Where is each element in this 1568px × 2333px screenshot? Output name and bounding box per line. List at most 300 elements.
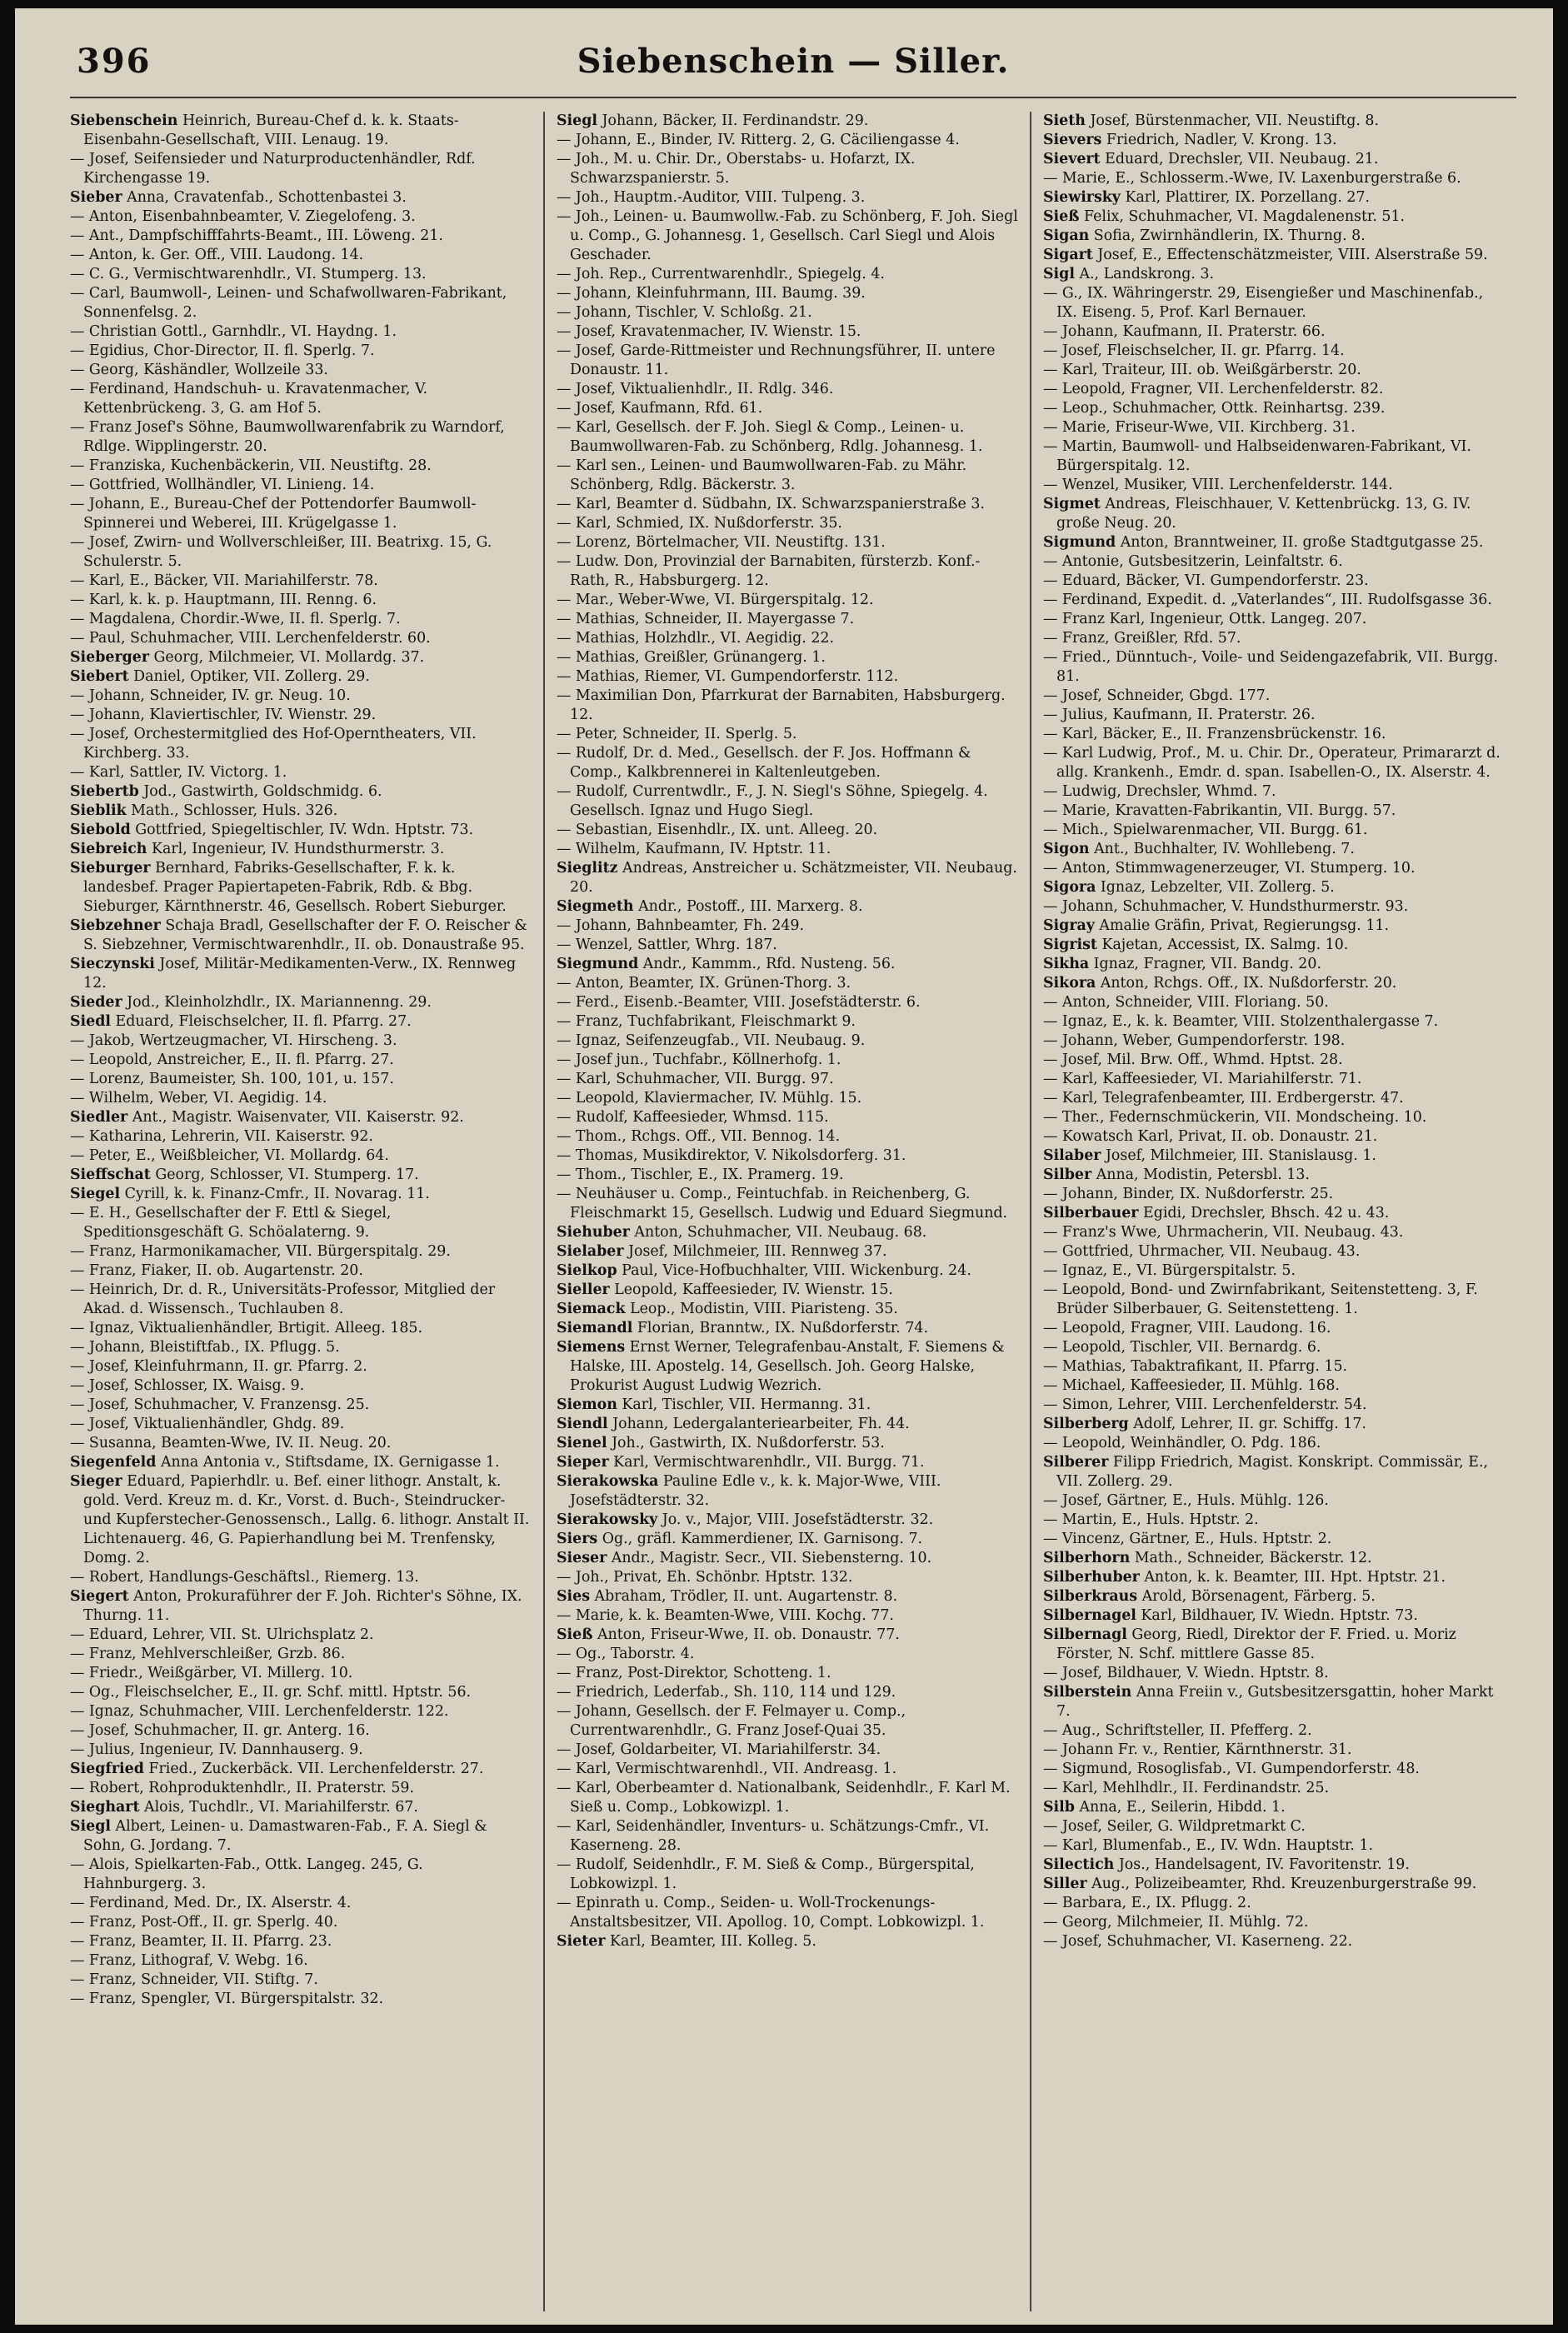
directory-entry: — Leopold, Tischler, VII. Bernardg. 6. [1043, 1339, 1321, 1356]
directory-entry: Silberstein Anna Freiin v., Gutsbesitzersgattin, hoher Markt 7. [1043, 1684, 1494, 1720]
directory-entry: Siegenfeld Anna Antonia v., Stiftsdame, IX. Gernigasse 1. [70, 1454, 500, 1471]
directory-entry: — Mathias, Riemer, VI. Gumpendorferstr. 112. [557, 668, 899, 685]
directory-entry: — Karl, Schmied, IX. Nußdorferstr. 35. [557, 515, 842, 532]
directory-entry: Siemack Leop., Modistin, VIII. Piaristeng. 35. [557, 1301, 898, 1317]
directory-entry: — Josef, Schlosser, IX. Waisg. 9. [70, 1377, 305, 1394]
entry-surname: Siehuber [557, 1224, 630, 1241]
entry-surname: Siebzehner [70, 917, 161, 934]
entry-surname: Silb [1043, 1799, 1075, 1816]
directory-entry: — Josef, Kaufmann, Rfd. 61. [557, 400, 763, 417]
directory-entry: Silberhorn Math., Schneider, Bäckerstr. 12. [1043, 1550, 1372, 1566]
directory-entry: — Leopold, Weinhändler, O. Pdg. 186. [1043, 1435, 1321, 1451]
entry-surname: Siemack [557, 1301, 626, 1317]
entry-surname: Sieth [1043, 112, 1086, 129]
directory-entry: — Martin, E., Huls. Hptstr. 2. [1043, 1511, 1259, 1528]
entry-surname: Sigray [1043, 917, 1095, 934]
directory-entry: — Johann, Bleistiftfab., IX. Pflugg. 5. [70, 1339, 340, 1356]
entry-surname: Silberhuber [1043, 1569, 1140, 1586]
entry-surname: Sieter [557, 1933, 606, 1950]
directory-entry: — Kowatsch Karl, Privat, II. ob. Donaustr. 21. [1043, 1128, 1378, 1145]
directory-entry: — Mich., Spielwarenmacher, VII. Burgg. 61. [1043, 822, 1368, 838]
directory-entry: — Leop., Schuhmacher, Ottk. Reinhartsg. 239. [1043, 400, 1386, 417]
column-right [1031, 112, 1516, 2311]
directory-entry: Siers Og., gräfl. Kammerdiener, IX. Garnisong. 7. [557, 1531, 923, 1547]
directory-entry: — Josef, Schuhmacher, V. Franzensg. 25. [70, 1396, 370, 1413]
directory-entry: — Karl, Seidenhändler, Inventurs- u. Schätzungs-Cmfr., VI. Kaserneng. 28. [557, 1818, 990, 1854]
directory-entry: — Robert, Rohproduktenhdlr., II. Praterstr. 59. [70, 1780, 414, 1796]
entry-surname: Siegenfeld [70, 1454, 157, 1471]
directory-entry: — Wilhelm, Weber, VI. Aegidig. 14. [70, 1090, 327, 1107]
directory-entry: — Rudolf, Dr. d. Med., Gesellsch. der F. Jos. Hoffmann & Comp., Kalkbrennerei in Kaltenleutgeben. [557, 745, 971, 781]
directory-entry: — Ferdinand, Med. Dr., IX. Alserstr. 4. [70, 1895, 352, 1911]
entry-surname: Sigl [1043, 266, 1075, 282]
entry-surname: Siegl [557, 112, 597, 129]
directory-entry: Sievert Eduard, Drechsler, VII. Neubaug. 21. [1043, 151, 1379, 167]
directory-entry: — Christian Gottl., Garnhdlr., VI. Haydng. 1. [70, 323, 397, 340]
entry-surname: Silberhorn [1043, 1550, 1131, 1566]
directory-entry: Siller Aug., Polizeibeamter, Rhd. Kreuzenburgerstraße 99. [1043, 1876, 1477, 1892]
entry-surname: Siegert [70, 1588, 129, 1605]
directory-entry: — Robert, Handlungs-Geschäftsl., Riemerg. 13. [70, 1569, 419, 1586]
directory-entry: — Rudolf, Currentwdlr., F., J. N. Siegl's Söhne, Spiegelg. 4. Gesellsch. Ignaz und Hugo Siegl. [557, 783, 988, 819]
entry-surname: Siendl [557, 1416, 608, 1432]
directory-entry: — Franz, Post-Off., II. gr. Sperlg. 40. [70, 1914, 338, 1931]
directory-entry: — Og., Taborstr. 4. [557, 1646, 695, 1662]
entry-surname: Sigrist [1043, 937, 1097, 953]
directory-entry: Silberhuber Anton, k. k. Beamter, III. Hpt. Hptstr. 21. [1043, 1569, 1446, 1586]
directory-entry: — Karl Ludwig, Prof., M. u. Chir. Dr., Operateur, Primararzt d. allg. Krankenh., Emdr. d. span. Isabellen-O., IX. Alserstr. 4. [1043, 745, 1501, 781]
directory-entry: — Eduard, Bäcker, VI. Gumpendorferstr. 23. [1043, 572, 1369, 589]
directory-entry: — Karl, Oberbeamter d. Nationalbank, Seidenhdlr., F. Karl M. Sieß u. Comp., Lobkowizpl. 1. [557, 1780, 1011, 1816]
directory-entry: Siehuber Anton, Schuhmacher, VII. Neubaug. 68. [557, 1224, 927, 1241]
directory-entry: Sieß Felix, Schuhmacher, VI. Magdalenenstr. 51. [1043, 208, 1406, 225]
directory-entry: Sieblik Math., Schlosser, Huls. 326. [70, 802, 338, 819]
directory-entry: Sigl A., Landskrong. 3. [1043, 266, 1215, 282]
directory-entry: — Franz, Beamter, II. II. Pfarrg. 23. [70, 1933, 332, 1950]
directory-entry: — Josef, Schuhmacher, VI. Kaserneng. 22. [1043, 1933, 1353, 1950]
entry-surname: Siegl [70, 1818, 111, 1835]
directory-entry: — Johann, Binder, IX. Nußdorferstr. 25. [1043, 1186, 1334, 1202]
directory-entry: — Leopold, Klaviermacher, IV. Mühlg. 15. [557, 1090, 862, 1107]
entry-surname: Siemens [557, 1339, 626, 1356]
directory-entry: — Johann, Schuhmacher, V. Hundsthurmerstr. 93. [1043, 898, 1409, 915]
entry-surname: Siers [557, 1531, 598, 1547]
directory-entry: — Josef, Schuhmacher, II. gr. Anterg. 16. [70, 1722, 370, 1739]
directory-entry: — Mathias, Greißler, Grünangerg. 1. [557, 649, 826, 666]
directory-entry: — Vincenz, Gärtner, E., Huls. Hptstr. 2. [1043, 1531, 1332, 1547]
directory-entry: — Josef, Viktualienhändler, Ghdg. 89. [70, 1416, 345, 1432]
directory-entry: Silber Anna, Modistin, Petersbl. 13. [1043, 1166, 1310, 1183]
directory-entry: — Karl, Schuhmacher, VII. Burgg. 97. [557, 1071, 834, 1087]
directory-entry: Silbernagel Karl, Bildhauer, IV. Wiedn. Hptstr. 73. [1043, 1607, 1418, 1624]
directory-entry: — Johann, E., Bureau-Chef der Pottendorfer Baumwoll-Spinnerei und Weberei, III. Krügelgasse 1. [70, 496, 477, 532]
directory-entry: — Georg, Käshändler, Wollzeile 33. [70, 362, 328, 378]
entry-surname: Sieglitz [557, 860, 618, 877]
directory-entry: — Leopold, Fragner, VII. Lerchenfelderstr. 82. [1043, 381, 1384, 397]
directory-entry: — Marie, E., Schlosserm.-Wwe, IV. Laxenburgerstraße 6. [1043, 170, 1461, 187]
directory-entry: Siegel Cyrill, k. k. Finanz-Cmfr., II. Novarag. 11. [70, 1186, 430, 1202]
directory-entry: Siegert Anton, Prokuraführer der F. Joh. Richter's Söhne, IX. Thurng. 11. [70, 1588, 522, 1624]
directory-entry: — Josef, Viktualienhdlr., II. Rdlg. 346. [557, 381, 834, 397]
entry-surname: Siegmeth [557, 898, 634, 915]
directory-entry: — Ignaz, Seifenzeugfab., VII. Neubaug. 9. [557, 1032, 866, 1049]
directory-entry: — Joh., M. u. Chir. Dr., Oberstabs- u. Hofarzt, IX. Schwarzspanierstr. 5. [557, 151, 916, 187]
directory-entry: — Carl, Baumwoll-, Leinen- und Schafwollwaren-Fabrikant, Sonnenfelsg. 2. [70, 285, 507, 321]
directory-entry: — Johann, Schneider, IV. gr. Neug. 10. [70, 687, 351, 704]
directory-entry: — Michael, Kaffeesieder, II. Mühlg. 168. [1043, 1377, 1340, 1394]
directory-entry: — Johann, Gesellsch. der F. Felmayer u. Comp., Currentwarenhdlr., G. Franz Josef-Quai 35. [557, 1703, 906, 1739]
entry-surname: Sierakowska [557, 1473, 659, 1490]
directory-entry: — Joh., Leinen- u. Baumwollw.-Fab. zu Schönberg, F. Joh. Siegl u. Comp., G. Johannesg. 1, Gesellsch. Carl Siegl und Alois Geschader. [557, 208, 1018, 263]
directory-entry: Sieghart Alois, Tuchdlr., VI. Mariahilferstr. 67. [70, 1799, 418, 1816]
directory-entry: — Paul, Schuhmacher, VIII. Lerchenfelderstr. 60. [70, 630, 431, 647]
directory-entry: Sieberger Georg, Milchmeier, VI. Mollardg. 37. [70, 649, 425, 666]
entry-surname: Sielaber [557, 1243, 624, 1260]
entry-surname: Silaber [1043, 1147, 1101, 1164]
directory-entry: — Aug., Schriftsteller, II. Pfefferg. 2. [1043, 1722, 1312, 1739]
directory-entry: — Rudolf, Seidenhdlr., F. M. Sieß & Comp., Bürgerspital, Lobkowizpl. 1. [557, 1856, 975, 1892]
directory-entry: Siebzehner Schaja Bradl, Gesellschafter der F. O. Reischer & S. Siebzehner, Vermischtwarenhdlr., II. ob. Donaustraße 95. [70, 917, 527, 953]
directory-entry: — Josef, Mil. Brw. Off., Whmd. Hptst. 28. [1043, 1052, 1343, 1068]
directory-entry: Sieger Eduard, Papierhdlr. u. Bef. einer lithogr. Anstalt, k. gold. Verd. Kreuz m. d. Kr., Vorst. d. Buch-, Steindrucker- und Kupferstecher-Genossensch., Lallg. 6. lithogr. Anstalt II. Lichtenauerg. 46, G. Papierhandlung bei M. Trenfensky, Domg. 2. [70, 1473, 530, 1566]
entry-surname: Silberer [1043, 1454, 1109, 1471]
directory-entry: — C. G., Vermischtwarenhdlr., VI. Stumperg. 13. [70, 266, 427, 282]
directory-entry: — Johann, Klaviertischler, IV. Wienstr. 29. [70, 707, 377, 723]
directory-entry: — Ferdinand, Handschuh- u. Kravatenmacher, V. Kettenbrückeng. 3, G. am Hof 5. [70, 381, 428, 417]
directory-entry: — Marie, k. k. Beamten-Wwe, VIII. Kochg. 77. [557, 1607, 894, 1624]
directory-entry: Sieburger Bernhard, Fabriks-Gesellschafter, F. k. k. landesbef. Prager Papiertapeten-Fabrik, Rdb. & Bbg. Sieburger, Kärnthnerstr. 46, Gesellsch. Robert Sieburger. [70, 860, 507, 915]
directory-entry: — Wilhelm, Kaufmann, IV. Hptstr. 11. [557, 841, 831, 857]
entry-surname: Sikora [1043, 975, 1096, 992]
entry-surname: Siebold [70, 822, 131, 838]
directory-entry: Siemon Karl, Tischler, VII. Hermanng. 31. [557, 1396, 871, 1413]
directory-entry: — Joh. Rep., Currentwarenhdlr., Spiegelg. 4. [557, 266, 885, 282]
directory-entry: — Johann, Kleinfuhrmann, III. Baumg. 39. [557, 285, 866, 302]
entry-surname: Sieger [70, 1473, 122, 1490]
directory-entry: — Gottfried, Uhrmacher, VII. Neubaug. 43. [1043, 1243, 1361, 1260]
directory-entry: Siegmeth Andr., Postoff., III. Marxerg. 8. [557, 898, 863, 915]
directory-entry: Sieber Anna, Cravatenfab., Schottenbastei 3. [70, 189, 407, 206]
directory-entry: — Georg, Milchmeier, II. Mühlg. 72. [1043, 1914, 1309, 1931]
directory-entry: — Mathias, Schneider, II. Mayergasse 7. [557, 611, 855, 627]
directory-entry: — Anton, Eisenbahnbeamter, V. Ziegelofeng. 3. [70, 208, 416, 225]
directory-entry: Sigora Ignaz, Lebzelter, VII. Zollerg. 5. [1043, 879, 1335, 896]
entry-surname: Siebertb [70, 783, 139, 800]
directory-entry: — Anton, Stimmwagenerzeuger, VI. Stumperg. 10. [1043, 860, 1416, 877]
directory-entry: — Karl, Traiteur, III. ob. Weißgärberstr. 20. [1043, 362, 1361, 378]
directory-entry: Siegl Albert, Leinen- u. Damastwaren-Fab., F. A. Siegl & Sohn, G. Jordang. 7. [70, 1818, 487, 1854]
entry-surname: Siegel [70, 1186, 121, 1202]
directory-entry: Silb Anna, E., Seilerin, Hibdd. 1. [1043, 1799, 1286, 1816]
directory-entry: — Maximilian Don, Pfarrkurat der Barnabiten, Habsburgerg. 12. [557, 687, 1006, 723]
directory-entry: Silaber Josef, Milchmeier, III. Stanislausg. 1. [1043, 1147, 1376, 1164]
directory-entry: — Johann, Weber, Gumpendorferstr. 198. [1043, 1032, 1346, 1049]
page-header [70, 37, 1516, 98]
directory-entry: Sievers Friedrich, Nadler, V. Krong. 13. [1043, 132, 1337, 148]
directory-entry: — Jakob, Wertzeugmacher, VI. Hirscheng. 3. [70, 1032, 397, 1049]
directory-entry: — Katharina, Lehrerin, VII. Kaiserstr. 92. [70, 1128, 373, 1145]
entry-surname: Sieber [70, 189, 122, 206]
entry-surname: Siegfried [70, 1761, 144, 1777]
directory-entry: — Epinrath u. Comp., Seiden- u. Woll-Trockenungs-Anstaltsbesitzer, VII. Apollog. 10, Compt. Lobkowizpl. 1. [557, 1895, 985, 1931]
entry-surname: Sieffschat [70, 1166, 151, 1183]
directory-entry: — Anton, Beamter, IX. Grünen-Thorg. 3. [557, 975, 851, 992]
directory-entry: Sikora Anton, Rchgs. Off., IX. Nußdorferstr. 20. [1043, 975, 1397, 992]
entry-surname: Silberberg [1043, 1416, 1129, 1432]
column-left [70, 112, 545, 2311]
directory-entry: — E. H., Gesellschafter der F. Ettl & Siegel, Speditionsgeschäft G. Schöalaterng. 9. [70, 1205, 392, 1241]
directory-entry: — Josef, Schneider, Gbgd. 177. [1043, 687, 1271, 704]
directory-entry: — Franz, Tuchfabrikant, Fleischmarkt 9. [557, 1013, 856, 1030]
directory-entry: Sierakowska Pauline Edle v., k. k. Major-Wwe, VIII. Josefstädterstr. 32. [557, 1473, 941, 1509]
directory-entry: Sieffschat Georg, Schlosser, VI. Stumperg. 17. [70, 1166, 419, 1183]
directory-entry: — Ferdinand, Expedit. d. „Vaterlandes“, III. Rudolfsgasse 36. [1043, 592, 1492, 608]
directory-entry: — Johann Fr. v., Rentier, Kärnthnerstr. 31. [1043, 1741, 1352, 1758]
entry-surname: Sielkop [557, 1262, 617, 1279]
entry-surname: Siller [1043, 1876, 1087, 1892]
directory-entry: — Karl, Telegrafenbeamter, III. Erdbergerstr. 47. [1043, 1090, 1404, 1107]
entry-surname: Sieburger [70, 860, 151, 877]
directory-entry: — Joh., Hauptm.-Auditor, VIII. Tulpeng. 3. [557, 189, 866, 206]
directory-entry: — Sigmund, Rosoglisfab., VI. Gumpendorferstr. 48. [1043, 1761, 1420, 1777]
entry-surname: Sieblik [70, 802, 127, 819]
entry-surname: Sigmund [1043, 534, 1116, 551]
directory-entry: — Franz Karl, Ingenieur, Ottk. Langeg. 207. [1043, 611, 1367, 627]
directory-entry: — Egidius, Chor-Director, II. fl. Sperlg. 7. [70, 342, 375, 359]
directory-entry: Sigart Josef, E., Effectenschätzmeister, VIII. Alserstraße 59. [1043, 247, 1488, 263]
directory-entry: — Friedrich, Lederfab., Sh. 110, 114 und 129. [557, 1684, 896, 1701]
directory-entry: — Ignaz, E., VI. Bürgerspitalstr. 5. [1043, 1262, 1296, 1279]
directory-entry: — Ignaz, Viktualienhändler, Brtigit. Alleeg. 185. [70, 1320, 423, 1336]
directory-entry: Siemandl Florian, Branntw., IX. Nußdorferstr. 74. [557, 1320, 929, 1336]
entry-surname: Siedl [70, 1013, 111, 1030]
directory-entry: — Simon, Lehrer, VIII. Lerchenfelderstr. 54. [1043, 1396, 1367, 1413]
entry-surname: Sieller [557, 1281, 610, 1298]
directory-entry: Sigrist Kajetan, Accessist, IX. Salmg. 10. [1043, 937, 1349, 953]
entry-surname: Sieper [557, 1454, 609, 1471]
directory-entry: — Susanna, Beamten-Wwe, IV. II. Neug. 20. [70, 1435, 392, 1451]
directory-entry: Siedler Ant., Magistr. Waisenvater, VII. Kaiserstr. 92. [70, 1109, 464, 1126]
directory-entry: — Josef, Kleinfuhrmann, II. gr. Pfarrg. 2. [70, 1358, 367, 1375]
directory-entry: — Josef, Kravatenmacher, IV. Wienstr. 15. [557, 323, 861, 340]
directory-entry: — Wenzel, Sattler, Whrg. 187. [557, 937, 777, 953]
directory-entry: — Josef, Bildhauer, V. Wiedn. Hptstr. 8. [1043, 1665, 1329, 1681]
directory-entry: — Josef, Seiler, G. Wildpretmarkt C. [1043, 1818, 1306, 1835]
entry-surname: Sieghart [70, 1799, 140, 1816]
entry-surname: Sieser [557, 1550, 607, 1566]
directory-entry: Siemens Ernst Werner, Telegrafenbau-Anstalt, F. Siemens & Halske, III. Apostelg. 14, Gesellsch. Joh. Georg Halske, Prokurist August Ludwig Wezrich. [557, 1339, 1005, 1394]
directory-entry: — Josef, Goldarbeiter, VI. Mariahilferstr. 34. [557, 1741, 881, 1758]
directory-entry: — Sebastian, Eisenhdlr., IX. unt. Alleeg. 20. [557, 822, 878, 838]
directory-entry: — Karl, Mehlhdlr., II. Ferdinandstr. 25. [1043, 1780, 1330, 1796]
directory-entry: — Josef jun., Tuchfabr., Köllnerhofg. 1. [557, 1052, 841, 1068]
entry-surname: Sievert [1043, 151, 1101, 167]
directory-entry: — Heinrich, Dr. d. R., Universitäts-Professor, Mitglied der Akad. d. Wissensch., Tuchlauben 8. [70, 1281, 496, 1317]
directory-entry: — Josef, Gärtner, E., Huls. Mühlg. 126. [1043, 1492, 1329, 1509]
directory-entry: — Franz, Post-Direktor, Schotteng. 1. [557, 1665, 831, 1681]
entry-surname: Silberstein [1043, 1684, 1132, 1701]
directory-entry: — Johann, E., Binder, IV. Ritterg. 2, G. Cäciliengasse 4. [557, 132, 960, 148]
entry-surname: Siewirsky [1043, 189, 1121, 206]
directory-entry: Sies Abraham, Trödler, II. unt. Augartenstr. 8. [557, 1588, 898, 1605]
directory-entry: — Ignaz, E., k. k. Beamter, VIII. Stolzenthalergasse 7. [1043, 1013, 1439, 1030]
entry-surname: Sienel [557, 1435, 607, 1451]
directory-entry: — Josef, Fleischselcher, II. gr. Pfarrg. 14. [1043, 342, 1345, 359]
directory-entry: — Ignaz, Schuhmacher, VIII. Lerchenfelderstr. 122. [70, 1703, 449, 1720]
directory-entry: — Ludw. Don, Provinzial der Barnabiten, fürsterzb. Konf.-Rath, R., Habsburgerg. 12. [557, 553, 981, 589]
directory-entry: — Karl, Sattler, IV. Victorg. 1. [70, 764, 287, 781]
entry-surname: Sigon [1043, 841, 1090, 857]
directory-entry: — Julius, Ingenieur, IV. Dannhauserg. 9. [70, 1741, 363, 1758]
entry-surname: Sierakowsky [557, 1511, 658, 1528]
directory-entry: — Karl, Bäcker, E., II. Franzensbrückenstr. 16. [1043, 726, 1386, 742]
directory-entry: Siebold Gottfried, Spiegeltischler, IV. Wdn. Hptstr. 73. [70, 822, 474, 838]
directory-entry: Sierakowsky Jo. v., Major, VIII. Josefstädterstr. 32. [557, 1511, 934, 1528]
entry-surname: Siegmund [557, 956, 639, 972]
directory-entry: — Thom., Rchgs. Off., VII. Bennog. 14. [557, 1128, 841, 1145]
directory-entry: — Johann, Kaufmann, II. Praterstr. 66. [1043, 323, 1326, 340]
directory-entry: — Franz, Lithograf, V. Webg. 16. [70, 1952, 308, 1969]
directory-entry: — Leopold, Fragner, VIII. Laudong. 16. [1043, 1320, 1331, 1336]
directory-entry: Sigmet Andreas, Fleischhauer, V. Kettenbrückg. 13, G. IV. große Neug. 20. [1043, 496, 1471, 532]
directory-entry: Siebenschein Heinrich, Bureau-Chef d. k. k. Staats-Eisenbahn-Gesellschaft, VIII. Lenaug. 19. [70, 112, 459, 148]
entry-surname: Silbernagel [1043, 1607, 1136, 1624]
directory-entry: Sieller Leopold, Kaffeesieder, IV. Wienstr. 15. [557, 1281, 893, 1298]
directory-entry: — Gottfried, Wollhändler, VI. Linieng. 14. [70, 477, 375, 493]
directory-entry: — Thomas, Musikdirektor, V. Nikolsdorferg. 31. [557, 1147, 906, 1164]
page-number: 396 [77, 42, 152, 81]
directory-entry: — Friedr., Weißgärber, VI. Millerg. 10. [70, 1665, 353, 1681]
directory-entry: — Karl, Gesellsch. der F. Joh. Siegl & Comp., Leinen- u. Baumwollwaren-Fab. zu Schönberg, Rdlg. Johannesg. 1. [557, 419, 983, 455]
directory-entry: — Og., Fleischselcher, E., II. gr. Schf. mittl. Hptstr. 56. [70, 1684, 472, 1701]
directory-entry: — Josef, Orchestermitglied des Hof-Operntheaters, VII. Kirchberg. 33. [70, 726, 477, 762]
directory-entry: — Josef, Zwirn- und Wollverschleißer, III. Beatrixg. 15, G. Schulerstr. 5. [70, 534, 492, 570]
entry-surname: Sigart [1043, 247, 1093, 263]
directory-entry: Siebreich Karl, Ingenieur, IV. Hundsthurmerstr. 3. [70, 841, 445, 857]
entry-surname: Sieß [1043, 208, 1080, 225]
directory-entry: — Ther., Federnschmückerin, VII. Mondscheing. 10. [1043, 1109, 1427, 1126]
entry-surname: Siebenschein [70, 112, 178, 129]
directory-entry: — Karl, Vermischtwarenhdl., VII. Andreasg. 1. [557, 1761, 897, 1777]
entry-surname: Sies [557, 1588, 591, 1605]
entry-surname: Siemandl [557, 1320, 633, 1336]
entry-surname: Siebert [70, 668, 129, 685]
directory-entry: — Franz, Fiaker, II. ob. Augartenstr. 20. [70, 1262, 363, 1279]
directory-entry: — Franz, Spengler, VI. Bürgerspitalstr. 32. [70, 1991, 384, 2007]
directory-entry: Sienel Joh., Gastwirth, IX. Nußdorferstr. 53. [557, 1435, 885, 1451]
directory-entry: Sigray Amalie Gräfin, Privat, Regierungsg. 11. [1043, 917, 1389, 934]
directory-entry: Siegmund Andr., Kammm., Rfd. Nusteng. 56. [557, 956, 896, 972]
directory-entry: — Mathias, Holzhdlr., VI. Aegidig. 22. [557, 630, 835, 647]
directory-entry: — Leopold, Anstreicher, E., II. fl. Pfarrg. 27. [70, 1052, 394, 1068]
directory-entry: — Josef, Seifensieder und Naturproductenhändler, Rdf. Kirchengasse 19. [70, 151, 476, 187]
directory-entry: — Fried., Dünntuch-, Voile- und Seidengazefabrik, VII. Burgg. 81. [1043, 649, 1498, 685]
directory-entry: Siewirsky Karl, Plattirer, IX. Porzellang. 27. [1043, 189, 1371, 206]
directory-page [15, 8, 1553, 2325]
directory-entry: — Leopold, Bond- und Zwirnfabrikant, Seitenstetteng. 3, F. Brüder Silberbauer, G. Seitenstetteng. 1. [1043, 1281, 1478, 1317]
directory-entry: Sikha Ignaz, Fragner, VII. Bandg. 20. [1043, 956, 1321, 972]
directory-entry: — Anton, k. Ger. Off., VIII. Laudong. 14. [70, 247, 364, 263]
directory-entry: Sieper Karl, Vermischtwarenhdlr., VII. Burgg. 71. [557, 1454, 925, 1471]
directory-entry: — Ferd., Eisenb.-Beamter, VIII. Josefstädterstr. 6. [557, 994, 921, 1011]
directory-entry: — Marie, Friseur-Wwe, VII. Kirchberg. 31. [1043, 419, 1356, 436]
directory-entry: Sieder Jod., Kleinholzhdlr., IX. Mariannenng. 29. [70, 994, 432, 1011]
directory-entry: — Peter, Schneider, II. Sperlg. 5. [557, 726, 797, 742]
entry-surname: Silber [1043, 1166, 1092, 1183]
entry-surname: Silberbauer [1043, 1205, 1139, 1221]
directory-entry: — Peter, E., Weißbleicher, VI. Mollardg. 64. [70, 1147, 389, 1164]
directory-entry: — Joh., Privat, Eh. Schönbr. Hptstr. 132. [557, 1569, 853, 1586]
directory-entry: — Josef, Garde-Rittmeister und Rechnungsführer, II. untere Donaustr. 11. [557, 342, 996, 378]
directory-entry: — G., IX. Währingerstr. 29, Eisengießer und Maschinenfab., IX. Eiseng. 5, Prof. Karl Bernauer. [1043, 285, 1484, 321]
entry-surname: Siedler [70, 1109, 128, 1126]
directory-entry: — Karl, E., Bäcker, VII. Mariahilferstr. 78. [70, 572, 378, 589]
entry-surname: Sigmet [1043, 496, 1101, 512]
directory-entry: Silberer Filipp Friedrich, Magist. Konskript. Commissär, E., VII. Zollerg. 29. [1043, 1454, 1488, 1490]
directory-entry: — Karl, Beamter d. Südbahn, IX. Schwarzspanierstraße 3. [557, 496, 985, 512]
directory-entry: Silberbauer Egidi, Drechsler, Bhsch. 42 u. 43. [1043, 1205, 1390, 1221]
directory-entry: Sigan Sofia, Zwirnhändlerin, IX. Thurng. 8. [1043, 227, 1366, 244]
entry-surname: Sigora [1043, 879, 1096, 896]
directory-entry: — Ludwig, Drechsler, Whmd. 7. [1043, 783, 1276, 800]
running-title: Siebenschein — Siller. [577, 42, 1010, 81]
directory-entry: — Thom., Tischler, E., IX. Pramerg. 19. [557, 1166, 844, 1183]
directory-entry: — Franziska, Kuchenbäckerin, VII. Neustiftg. 28. [70, 457, 432, 474]
directory-entry: — Anton, Schneider, VIII. Floriang. 50. [1043, 994, 1329, 1011]
directory-entry: — Lorenz, Baumeister, Sh. 100, 101, u. 157. [70, 1071, 394, 1087]
entry-surname: Sigan [1043, 227, 1090, 244]
directory-entry: Sielaber Josef, Milchmeier, III. Rennweg 37. [557, 1243, 887, 1260]
directory-entry: Silberkraus Arold, Börsenagent, Färberg. 5. [1043, 1588, 1376, 1605]
directory-entry: Sielkop Paul, Vice-Hofbuchhalter, VIII. Wickenburg. 24. [557, 1262, 971, 1279]
directory-entry: — Marie, Kravatten-Fabrikantin, VII. Burgg. 57. [1043, 802, 1396, 819]
directory-entry: — Alois, Spielkarten-Fab., Ottk. Langeg. 245, G. Hahnburgerg. 3. [70, 1856, 423, 1892]
directory-entry: — Karl sen., Leinen- und Baumwollwaren-Fab. zu Mähr. Schönberg, Rdlg. Bäckerstr. 3. [557, 457, 967, 493]
directory-entry: Siegfried Fried., Zuckerbäck. VII. Lerchenfelderstr. 27. [70, 1761, 484, 1777]
directory-entry: Silectich Jos., Handelsagent, IV. Favoritenstr. 19. [1043, 1856, 1410, 1873]
directory-entry: Sieser Andr., Magistr. Secr., VII. Siebensterng. 10. [557, 1550, 932, 1566]
directory-entry: Siebert Daniel, Optiker, VII. Zollerg. 29. [70, 668, 370, 685]
entry-surname: Sieczynski [70, 956, 155, 972]
directory-entry: — Lorenz, Börtelmacher, VII. Neustiftg. 131. [557, 534, 886, 551]
directory-entry: — Wenzel, Musiker, VIII. Lerchenfelderstr. 144. [1043, 477, 1393, 493]
directory-entry: — Franz, Schneider, VII. Stiftg. 7. [70, 1971, 318, 1988]
directory-entry: Silberberg Adolf, Lehrer, II. gr. Schiffg. 17. [1043, 1416, 1366, 1432]
directory-entry: — Johann, Bahnbeamter, Fh. 249. [557, 917, 804, 934]
entry-surname: Silectich [1043, 1856, 1115, 1873]
directory-entry: — Eduard, Lehrer, VII. St. Ulrichsplatz 2. [70, 1626, 374, 1643]
entry-surname: Sieberger [70, 649, 150, 666]
entry-columns [70, 112, 1516, 2311]
entry-surname: Sievers [1043, 132, 1102, 148]
directory-entry: Sigon Ant., Buchhalter, IV. Wohllebeng. 7. [1043, 841, 1355, 857]
directory-entry: — Rudolf, Kaffeesieder, Whmsd. 115. [557, 1109, 829, 1126]
directory-entry: — Martin, Baumwoll- und Halbseidenwaren-Fabrikant, VI. Bürgerspitalg. 12. [1043, 438, 1471, 474]
directory-entry: — Franz's Wwe, Uhrmacherin, VII. Neubaug. 43. [1043, 1224, 1404, 1241]
directory-entry: Siegl Johann, Bäcker, II. Ferdinandstr. 29. [557, 112, 869, 129]
entry-surname: Siebreich [70, 841, 147, 857]
directory-entry: — Franz, Harmonikamacher, VII. Bürgerspitalg. 29. [70, 1243, 451, 1260]
directory-entry: — Karl, Blumenfab., E., IV. Wdn. Hauptstr. 1. [1043, 1837, 1374, 1854]
directory-entry: — Barbara, E., IX. Pflugg. 2. [1043, 1895, 1251, 1911]
directory-entry: — Franz Josef's Söhne, Baumwollwarenfabrik zu Warndorf, Rdlge. Wipplingerstr. 20. [70, 419, 505, 455]
directory-entry: — Mar., Weber-Wwe, VI. Bürgerspitalg. 12. [557, 592, 874, 608]
column-middle [545, 112, 1031, 2311]
entry-surname: Siemon [557, 1396, 617, 1413]
directory-entry: Sieth Josef, Bürstenmacher, VII. Neustiftg. 8. [1043, 112, 1379, 129]
directory-entry: Siendl Johann, Ledergalanteriearbeiter, Fh. 44. [557, 1416, 910, 1432]
directory-entry: — Magdalena, Chordir.-Wwe, II. fl. Sperlg. 7. [70, 611, 401, 627]
